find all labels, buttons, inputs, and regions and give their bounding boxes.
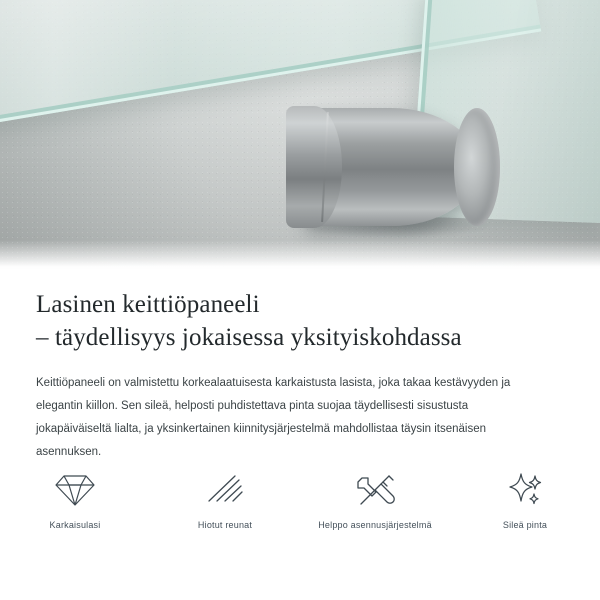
mount-seam bbox=[321, 112, 329, 222]
feature-item bbox=[0, 470, 150, 530]
hero-bottom-fade bbox=[0, 240, 600, 270]
feature-label: Hiotut reunat bbox=[197, 520, 253, 530]
feature-item bbox=[450, 470, 600, 530]
headline-line-2: – täydellisyys jokaisessa yksityiskohdassa bbox=[36, 324, 462, 351]
headline-line-1: Lasinen keittiöpaneeli bbox=[36, 291, 260, 318]
hero-product-photo bbox=[0, 0, 600, 270]
feature-item bbox=[300, 470, 450, 530]
feature-label: Sileä pinta bbox=[502, 520, 548, 530]
diamond-icon bbox=[0, 470, 150, 510]
feature-label: Karkaisulasi bbox=[49, 520, 101, 530]
polished-edges-icon bbox=[150, 470, 300, 510]
steel-standoff-mount bbox=[286, 106, 486, 228]
body-paragraph: Keittiöpaneeli on valmistettu korkealaatuisesta karkaistusta lasista, joka takaa kestävyyden ja elegantin kiillon. Sen sileä, helposti puhdistettava pinta suojaa täydellisesti sisustusta jokapäiväiseltä lialta, ja yksinkertainen kiinnitysjärjestelmä mahdollistaa täysin itsenäisen asennuksen. bbox=[36, 377, 511, 458]
sparkle-icon bbox=[450, 470, 600, 510]
content-block bbox=[0, 270, 600, 464]
mount-cylinder-cap bbox=[454, 108, 500, 226]
feature-item bbox=[150, 470, 300, 530]
tools-icon bbox=[300, 470, 450, 510]
page-title bbox=[36, 288, 576, 354]
feature-list bbox=[0, 470, 600, 530]
mount-cylinder-front bbox=[286, 106, 342, 228]
feature-label: Helppo asennusjärjestelmä bbox=[318, 520, 432, 530]
